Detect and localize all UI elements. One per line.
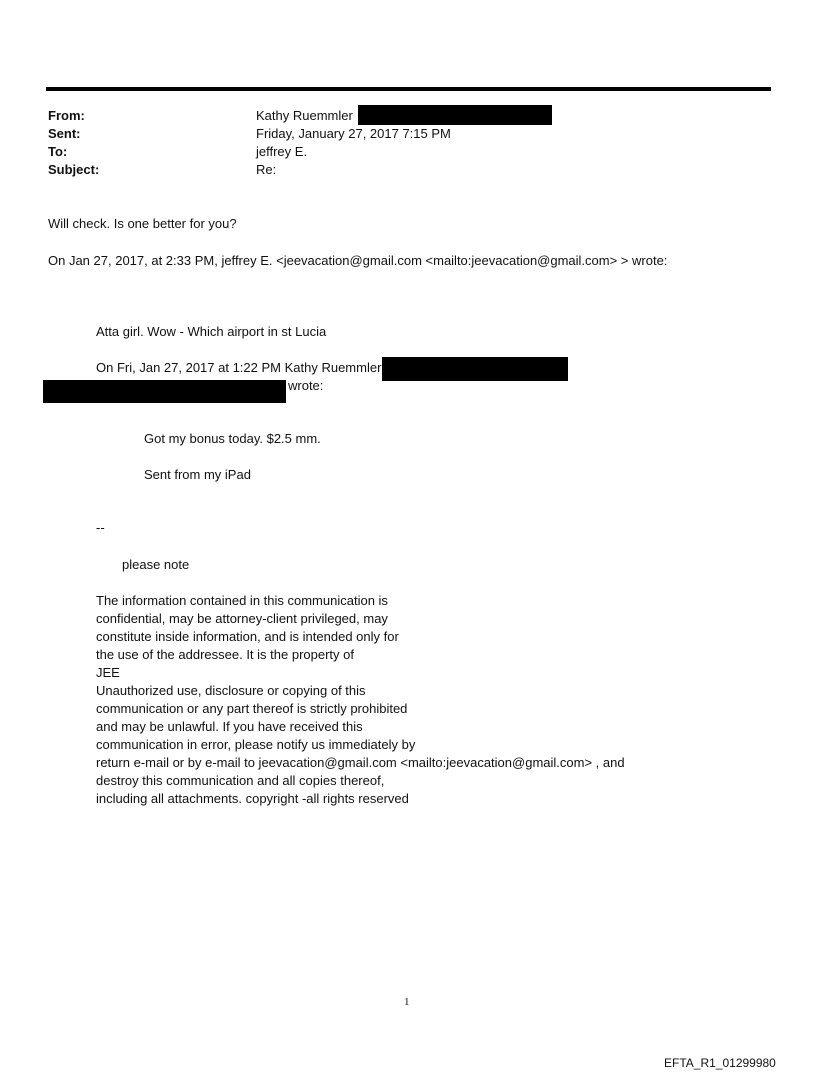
document-id: EFTA_R1_01299980 bbox=[664, 1056, 776, 1070]
quote1-header: On Jan 27, 2017, at 2:33 PM, jeffrey E. <jeevacation@gmail.com <mailto:jeevacation@gmail.com> > wrote: bbox=[48, 253, 668, 268]
disclaimer-line: JEE bbox=[96, 665, 120, 680]
subject-label: Subject: bbox=[48, 162, 100, 177]
quote2-header-line1: On Fri, Jan 27, 2017 at 1:22 PM Kathy Ruemmler bbox=[96, 360, 382, 375]
redaction-box bbox=[358, 105, 552, 125]
quote2-text: Got my bonus today. $2.5 mm. bbox=[144, 431, 321, 446]
disclaimer-line: including all attachments. copyright -all rights reserved bbox=[96, 791, 409, 806]
disclaimer-line: communication in error, please notify us immediately by bbox=[96, 737, 416, 752]
redaction-box bbox=[382, 357, 568, 381]
to-value: jeffrey E. bbox=[256, 144, 308, 159]
disclaimer-line: The information contained in this communication is bbox=[96, 593, 388, 608]
reply-text: Will check. Is one better for you? bbox=[48, 216, 237, 231]
quote2-signature: Sent from my iPad bbox=[144, 467, 251, 482]
signature-separator: -- bbox=[96, 520, 105, 535]
quote2-header-line2: wrote: bbox=[288, 378, 324, 393]
confidentiality-disclaimer bbox=[96, 592, 625, 808]
disclaimer-line: the use of the addressee. It is the property of bbox=[96, 647, 354, 662]
sent-label: Sent: bbox=[48, 126, 81, 141]
disclaimer-line: communication or any part thereof is strictly prohibited bbox=[96, 701, 408, 716]
disclaimer-line: confidential, may be attorney-client privileged, may bbox=[96, 611, 388, 626]
from-label: From: bbox=[48, 108, 85, 123]
to-label: To: bbox=[48, 144, 68, 159]
please-note: please note bbox=[122, 557, 190, 572]
from-value: Kathy Ruemmler bbox=[256, 108, 353, 123]
disclaimer-line: return e-mail or by e-mail to jeevacation@gmail.com <mailto:jeevacation@gmail.com> , and bbox=[96, 755, 625, 770]
disclaimer-line: constitute inside information, and is intended only for bbox=[96, 629, 399, 644]
quote1-text: Atta girl. Wow - Which airport in st Lucia bbox=[96, 324, 327, 339]
header-divider bbox=[46, 87, 771, 91]
redaction-box bbox=[43, 380, 286, 403]
disclaimer-line: Unauthorized use, disclosure or copying of this bbox=[96, 683, 366, 698]
disclaimer-line: and may be unlawful. If you have received this bbox=[96, 719, 363, 734]
subject-value: Re: bbox=[256, 162, 277, 177]
sent-value: Friday, January 27, 2017 7:15 PM bbox=[256, 126, 451, 141]
page-number: 1 bbox=[404, 996, 410, 1008]
disclaimer-line: destroy this communication and all copies thereof, bbox=[96, 773, 385, 788]
